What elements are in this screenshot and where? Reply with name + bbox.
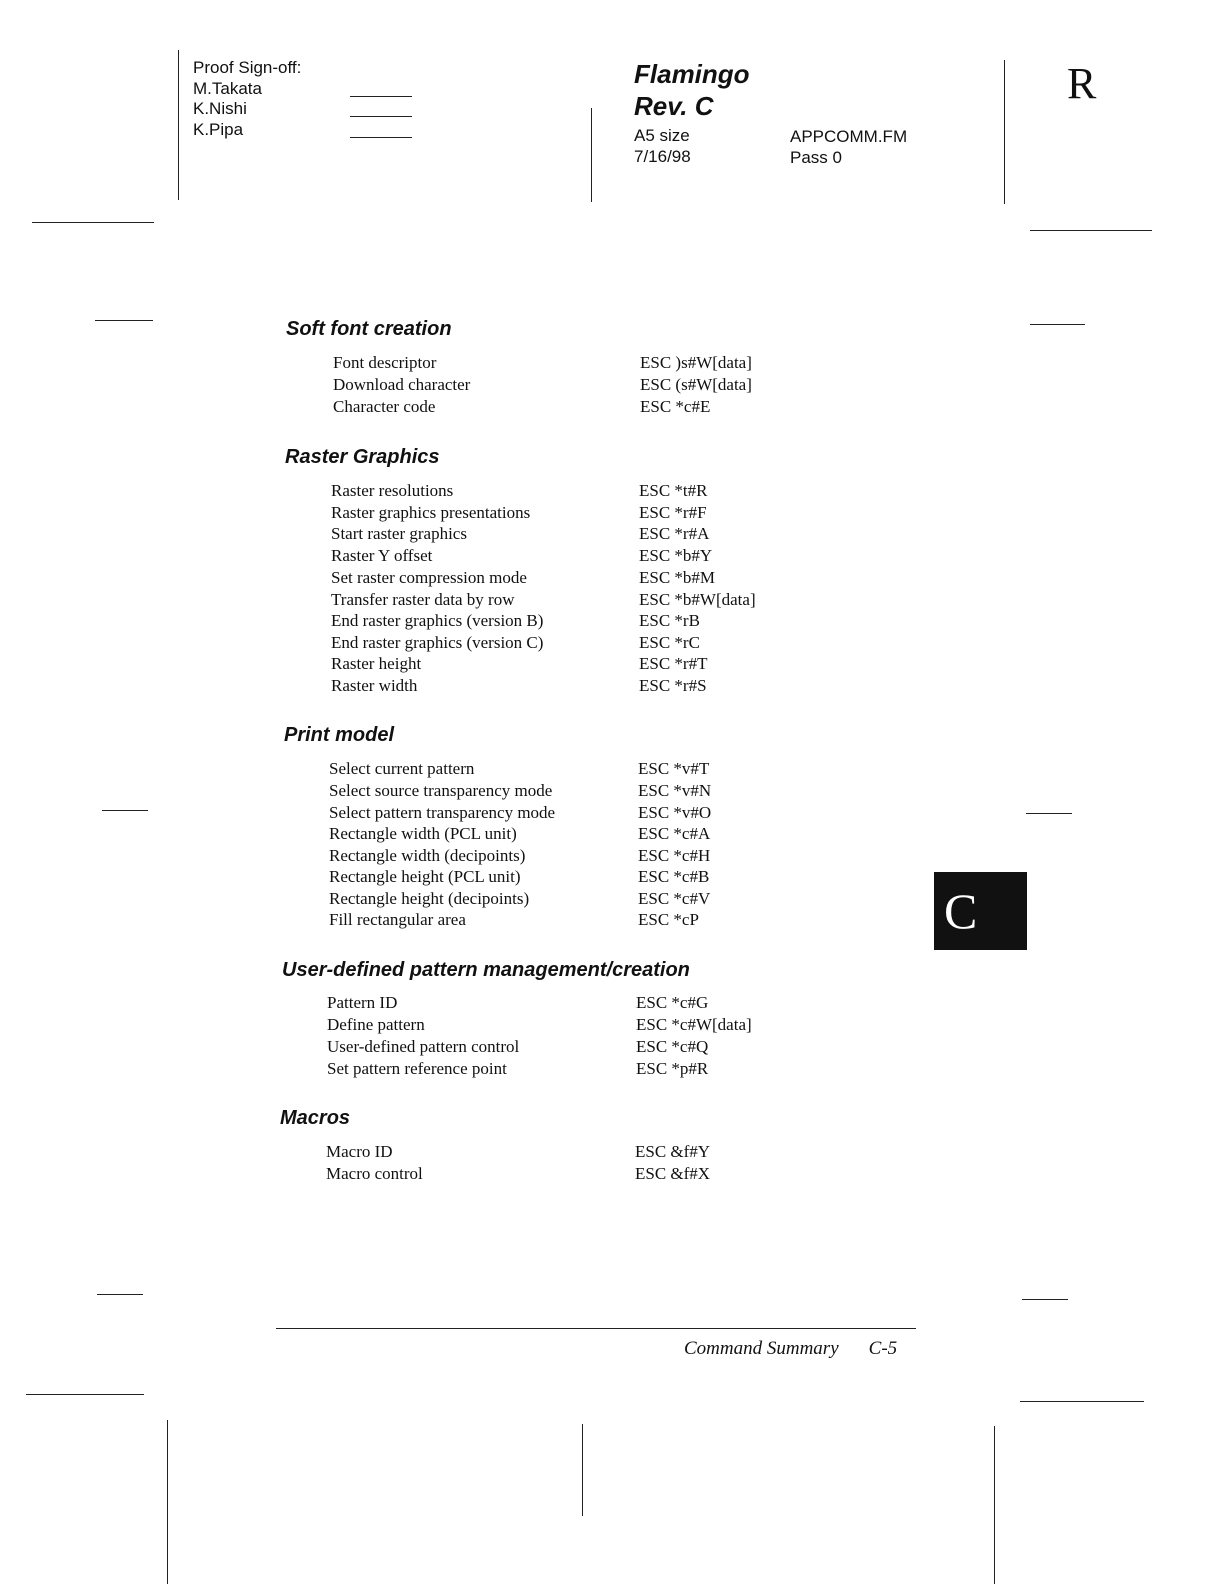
command-label: Set pattern reference point [327, 1059, 507, 1078]
command-label: Rectangle width (decipoints) [329, 846, 526, 865]
meta-size: A5 size [634, 126, 690, 145]
command-code: ESC *c#A [638, 824, 711, 843]
crop-mark-horizontal [1030, 324, 1085, 325]
footer-rule [276, 1328, 916, 1329]
crop-mark-horizontal [1020, 1401, 1144, 1402]
command-code: ESC *cP [638, 910, 699, 929]
crop-mark-horizontal [1022, 1299, 1068, 1300]
command-code: ESC *r#T [639, 654, 708, 673]
section-heading-soft-font: Soft font creation [286, 318, 452, 340]
proof-signoff [193, 58, 301, 140]
command-code: ESC *r#A [639, 524, 710, 543]
footer [684, 1338, 897, 1360]
crop-mark-horizontal [95, 320, 153, 321]
command-label: Character code [333, 397, 436, 416]
command-label: Download character [333, 375, 471, 394]
command-label: Select current pattern [329, 759, 475, 778]
meta-file: APPCOMM.FM [790, 127, 908, 146]
command-code: ESC *c#Q [636, 1037, 709, 1056]
crop-mark-horizontal [1030, 230, 1152, 231]
title-line-1: Flamingo [634, 59, 750, 89]
command-code: ESC *c#G [636, 993, 709, 1012]
command-label: Select source transparency mode [329, 781, 553, 800]
section-heading-print-model: Print model [284, 724, 395, 746]
command-code: ESC *t#R [639, 481, 708, 500]
footer-title: Command Summary [684, 1338, 839, 1359]
crop-mark-vertical [1004, 60, 1005, 204]
crop-mark-horizontal [26, 1394, 144, 1395]
crop-mark-vertical [582, 1424, 583, 1516]
crop-mark-vertical [591, 108, 592, 202]
command-label: Raster height [331, 654, 422, 673]
command-code: ESC *c#H [638, 846, 711, 865]
section-heading-user-defined-pattern: User-defined pattern management/creation [282, 959, 690, 981]
command-label: Rectangle height (decipoints) [329, 889, 530, 908]
command-code: ESC *c#V [638, 889, 711, 908]
meta-pass: Pass 0 [790, 148, 842, 167]
command-label: Raster Y offset [331, 546, 433, 565]
command-label: Rectangle height (PCL unit) [329, 867, 521, 886]
command-code: ESC *v#O [638, 803, 712, 822]
command-label: Define pattern [327, 1015, 425, 1034]
command-code: ESC *c#E [640, 397, 711, 416]
proof-name: K.Nishi [193, 99, 247, 118]
command-code: ESC *p#R [636, 1059, 709, 1078]
command-code: ESC *v#N [638, 781, 712, 800]
command-label: Raster resolutions [331, 481, 454, 500]
command-label: Start raster graphics [331, 524, 467, 543]
signature-line [350, 116, 412, 117]
signature-line [350, 137, 412, 138]
crop-mark-horizontal [1026, 813, 1072, 814]
crop-mark-vertical [167, 1420, 168, 1584]
command-code: ESC *rB [639, 611, 700, 630]
crop-mark-vertical [178, 50, 179, 200]
command-label: Rectangle width (PCL unit) [329, 824, 517, 843]
corner-letter: R [1067, 59, 1097, 108]
page-number: C-5 [868, 1338, 898, 1359]
meta-date: 7/16/98 [634, 147, 691, 166]
command-code: ESC &f#X [635, 1164, 711, 1183]
command-label: User-defined pattern control [327, 1037, 520, 1056]
command-code: ESC *b#W[data] [639, 590, 756, 609]
crop-mark-horizontal [102, 810, 148, 811]
command-label: Macro control [326, 1164, 423, 1183]
proof-heading: Proof Sign-off: [193, 58, 302, 77]
command-code: ESC &f#Y [635, 1142, 711, 1161]
section-heading-raster-graphics: Raster Graphics [285, 446, 440, 468]
crop-mark-horizontal [97, 1294, 143, 1295]
command-label: Font descriptor [333, 353, 437, 372]
command-code: ESC *rC [639, 633, 700, 652]
crop-mark-vertical [994, 1426, 995, 1584]
command-code: ESC *c#W[data] [636, 1015, 752, 1034]
command-code: ESC *v#T [638, 759, 710, 778]
command-code: ESC *c#B [638, 867, 710, 886]
proof-name: K.Pipa [193, 119, 244, 139]
command-code: ESC *r#S [639, 676, 707, 695]
command-code: ESC )s#W[data] [640, 353, 752, 372]
proof-name: M.Takata [193, 78, 262, 98]
command-label: Raster width [331, 676, 418, 695]
command-label: Transfer raster data by row [331, 590, 515, 609]
section-heading-macros: Macros [280, 1107, 351, 1129]
command-label: Set raster compression mode [331, 568, 527, 587]
command-code: ESC (s#W[data] [640, 375, 752, 394]
command-label: Raster graphics presentations [331, 503, 531, 522]
command-code: ESC *b#M [639, 568, 716, 587]
command-label: Pattern ID [327, 993, 398, 1012]
command-code: ESC *r#F [639, 503, 707, 522]
chapter-tab: C [934, 872, 1027, 950]
document-title [634, 58, 750, 122]
signature-line [350, 96, 412, 97]
title-line-2: Rev. C [634, 91, 714, 121]
command-label: End raster graphics (version C) [331, 633, 544, 652]
command-label: Fill rectangular area [329, 910, 466, 929]
command-label: Select pattern transparency mode [329, 803, 556, 822]
command-label: End raster graphics (version B) [331, 611, 544, 630]
command-label: Macro ID [326, 1142, 393, 1161]
crop-mark-horizontal [32, 222, 154, 223]
command-code: ESC *b#Y [639, 546, 713, 565]
